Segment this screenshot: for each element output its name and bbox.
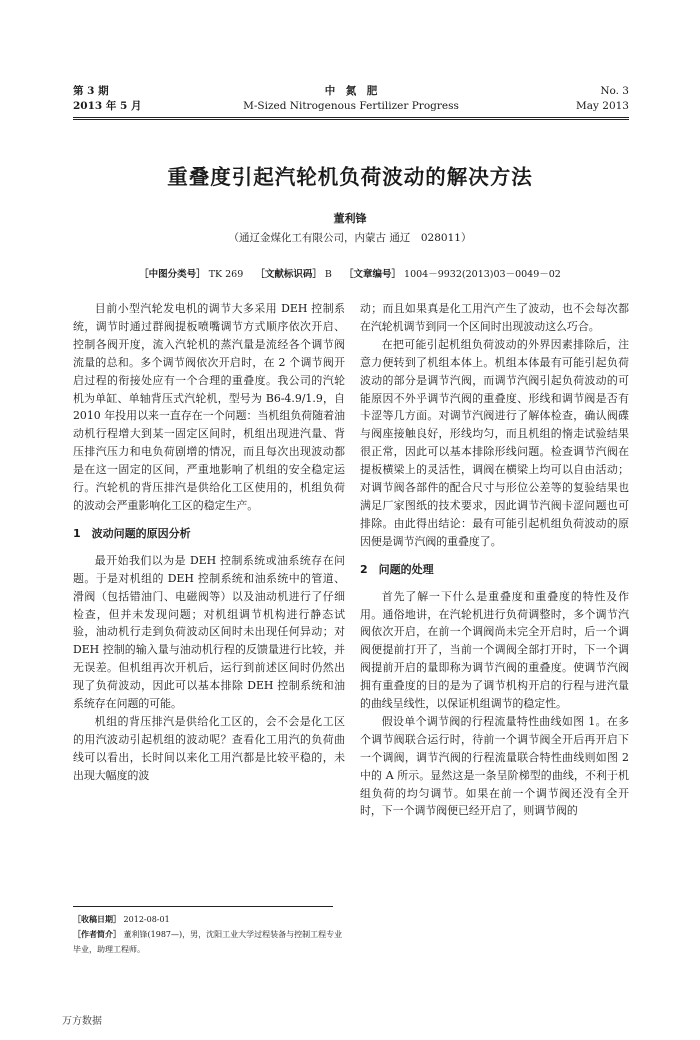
right-column: [360, 300, 629, 820]
author-bio-label: ［作者简介］: [73, 929, 121, 939]
article-id-value: 1004－9932(2013)03－0049－02: [404, 269, 561, 280]
clc-label: ［中图分类号］: [139, 269, 206, 280]
footnote: [73, 912, 345, 957]
left-column: [73, 300, 345, 785]
section2-paragraph-2: 假设单个调节阀的行程流量特性曲线如图 1。在多个调节阀联合运行时，待前一个调节阀全开后再开启下一个调阀，调节汽阀的行程流量联合特性曲线则如图 2 中的 A 所示。显然这是一条呈阶梯型的曲线，不利于机组负荷的均匀调节。如果在前一个调节阀还没有全开时，下一个调节阀便已经开启了，则调节阀的: [360, 714, 629, 818]
section1-paragraph-2: 机组的背压排汽是供给化工区的，会不会是化工区的用汽波动引起机组的波动呢？查看化工用汽的负荷曲线可以看出，长时间以来化工用汽都是比较平稳的，未出现大幅度的波: [73, 714, 345, 782]
header-rule: [73, 117, 629, 118]
author-bio-value: 董利锋(1987—)，男，沈阳工业大学过程装备与控制工程专业毕业，助理工程师。: [73, 930, 343, 954]
journal-en: M-Sized Nitrogenous Fertilizer Progress: [243, 100, 459, 112]
source-watermark: 万方数据: [62, 1016, 102, 1027]
section-heading-1: 1 波动问题的原因分析: [73, 526, 191, 540]
section1-paragraph-3: 在把可能引起机组负荷波动的外界因素排除后，注意力便转到了机组本体上。机组本体最有可能引起负荷波动的部分是调节汽阀，而调节汽阀引起负荷波动的可能原因不外乎调节汽阀的重叠度、形线和调节阀是否有卡涩等几方面。对调节汽阀进行了解体检查，确认阀碟与阀座接触良好，形线均匀，而且机组的惰走试验结果很正常，因此可以基本排除形线问题。检查调节汽阀在提板横梁上的灵活性，调阀在横梁上均可以自由活动；对调节阀各部件的配合尺寸与形位公差等的复验结果也满足厂家图纸的技术要求，因此调节汽阀卡涩问题也可排除。由此得出结论：最有可能引起机组负荷波动的原因便是调节汽阀的重叠度了。: [360, 337, 629, 548]
journal-cn: 中 氮 肥: [324, 85, 378, 97]
author-affiliation: （通辽金煤化工有限公司，内蒙古 通辽 028011）: [228, 232, 472, 244]
received-label: ［收稿日期］: [73, 914, 121, 924]
header-rule-double: [73, 119, 629, 120]
section1-paragraph-2-cont: 动；而且如果真是化工用汽产生了波动，也不会每次都在汽轮机调节到同一个区间时出现波动这么巧合。: [360, 302, 629, 333]
doc-code-label: ［文献标识码］: [255, 269, 322, 280]
date-cn: 2013 年 5 月: [73, 100, 142, 112]
article-id-label: ［文章编号］: [344, 269, 402, 280]
classification-line: [0, 266, 700, 280]
received-date-line: [73, 912, 345, 927]
intro-paragraph: 目前小型汽轮发电机的调节大多采用 DEH 控制系统，调节时通过群阀提板喷嘴调节方式顺序依次开启、控制各阀开度，流入汽轮机的蒸汽量是流经各个调节阀流量的总和。多个调节阀依次开启时，在 2 个调节阀开启过程的衔接处应有一个合理的重叠度。我公司的汽轮机为单缸、单轴背压式汽轮机，型号为 B6-4.9/1.9，自 2010 年投用以来一直存在一个问题：当机组负荷随着油动机行程增大到某一固定区间时，机组出现进汽量、背压排汽压力和电负荷剧增的情况，而且每次出现波动都是在这一固定的区间，严重地影响了机组的安全稳定运行。汽轮机的背压排汽是供给化工区使用的，机组负荷的波动会严重影响化工区的稳定生产。: [73, 302, 345, 512]
doc-code-value: B: [324, 269, 332, 280]
author-bio-line: [73, 927, 345, 957]
footnote-rule: [73, 906, 333, 907]
article-author: 董利锋: [333, 212, 367, 225]
header-right: [576, 84, 629, 114]
issue-cn: 第 3 期: [73, 85, 109, 97]
issue-en: No. 3: [600, 85, 629, 97]
clc-value: TK 269: [208, 269, 244, 280]
received-value: 2012-08-01: [123, 915, 170, 924]
running-header: [73, 84, 629, 118]
section1-paragraph-1: 最开始我们以为是 DEH 控制系统或油系统存在问题。于是对机组的 DEH 控制系统和油系统中的管道、滑阀（包括错油门、电磁阀等）以及油动机进行了仔细检查，但并未发现问题；对机组调节机构进行静态试验，油动机行走到负荷波动区间时未出现任何异动；对 DEH 控制的输入量与油动机行程的反馈量进行比较，并无误差。但机组再次开机后，运行到前述区间时仍然出现了负荷波动，因此可以基本排除 DEH 控制系统和油系统存在问题的可能。: [73, 553, 345, 711]
section2-paragraph-1: 首先了解一下什么是重叠度和重叠度的特性及作用。通俗地讲，在汽轮机进行负荷调整时，多个调节汽阀依次开启，在前一个调阀尚未完全开启时，后一个调阀便提前打开了，当前一个调阀全部打开时，下一个调阀提前开启的量即称为调节汽阀的重叠度。使调节汽阀拥有重叠度的目的是为了调节机构开启的行程与进汽量的曲线呈线性，以保证机组调节的稳定性。: [360, 589, 629, 711]
article-title: 重叠度引起汽轮机负荷波动的解决方法: [167, 165, 533, 189]
section-heading-2: 2 问题的处理: [360, 562, 434, 576]
header-center: [73, 84, 629, 114]
date-en: May 2013: [575, 100, 629, 112]
